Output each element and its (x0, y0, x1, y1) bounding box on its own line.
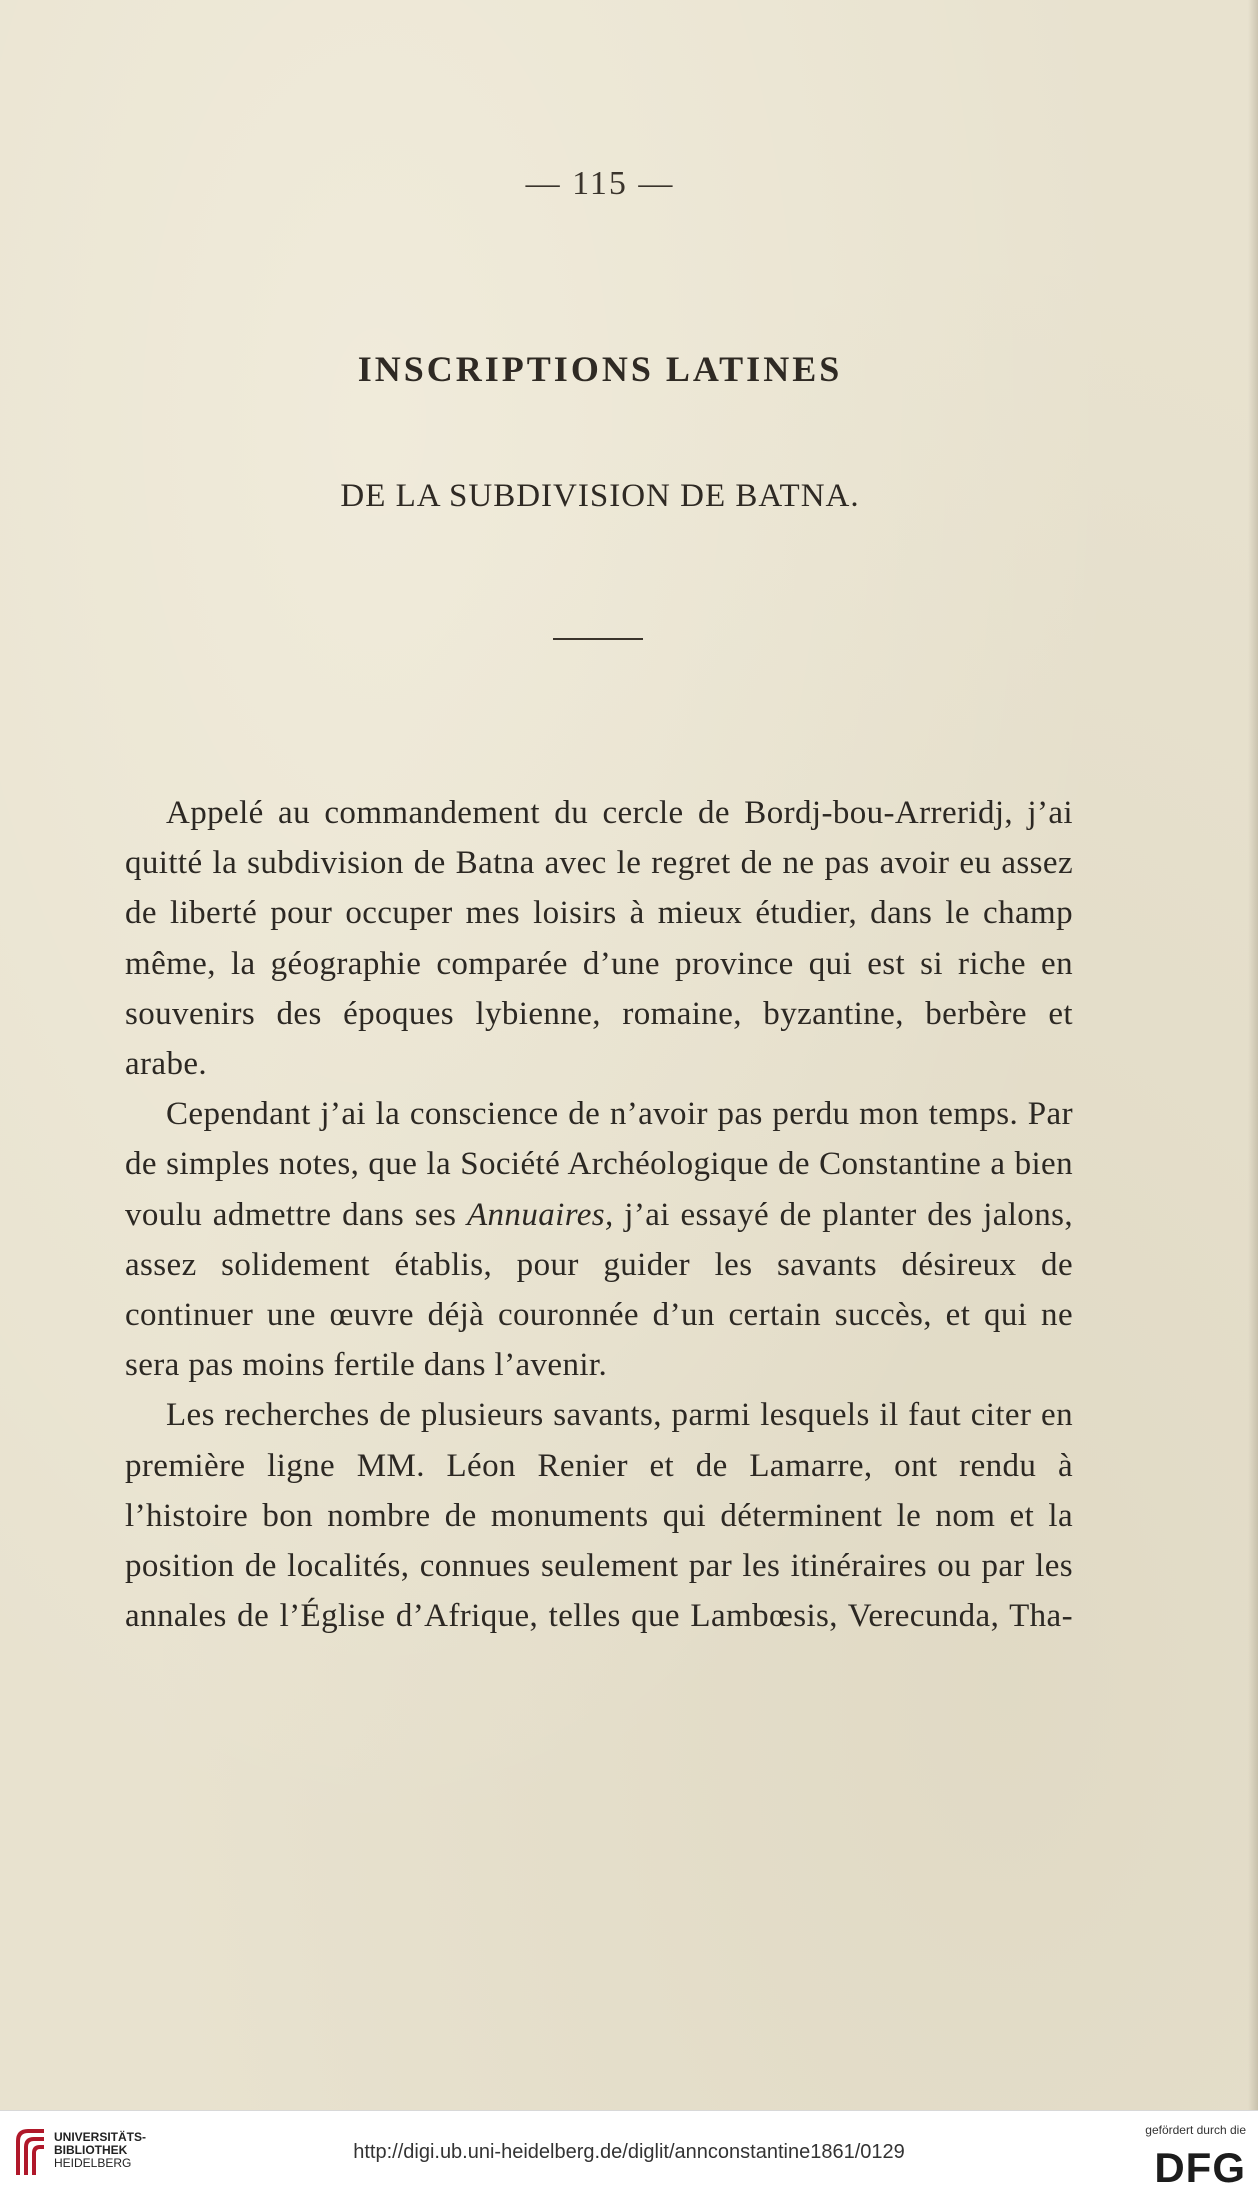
permalink-url[interactable]: http://digi.ub.uni-heidelberg.de/diglit/annconstantine1861/0129 (353, 2141, 905, 2163)
library-name-line-3: HEIDELBERG (54, 2156, 132, 2170)
annuaires-italic: Annuaires, (466, 1196, 614, 1233)
paragraph-2 (125, 1089, 1073, 1390)
paragraph-2-part-1: Cependant j’ai la conscience de n’avoir pas perdu mon temps. Par de simples notes, que la Société Archéologique de Constantine a bien voulu admettre dans ses (125, 1096, 1073, 1233)
funder-caption: gefördert durch die (1145, 2123, 1246, 2137)
footer-bar (0, 2110, 1258, 2202)
title-divider (553, 638, 643, 640)
paragraph-2-part-2: j’ai essayé de planter des jalons, assez solidement établis, pour guider les savants désireux de continuer une œuvre déjà couronnée d’un certain succès, et qui ne sera pas moins fertile dans l’avenir. (125, 1196, 1073, 1384)
library-name-line-1: UNIVERSITÄTS- (54, 2130, 147, 2144)
page-number: — 115 — (525, 165, 675, 202)
page-subtitle: DE LA SUBDIVISION DE BATNA. (340, 478, 860, 514)
paragraph-1: Appelé au commandement du cercle de Bordj-bou-Arreridj, j’ai quitté la subdivision de Batna avec le regret de ne pas avoir eu assez de liberté pour occuper mes loisirs à mieux étudier, dans le champ même, la géographie comparée d’une province qui est si riche en souvenirs des époques lybienne, romaine, byzantine, berbère et arabe. (125, 795, 1073, 1083)
paragraph-3: Les recherches de plusieurs savants, parmi lesquels il faut citer en première ligne MM. Léon Renier et de Lamarre, ont rendu à l’histoire bon nombre de monuments qui déterminent le nom et la position de localités, connues seulement par les itinéraires ou par les annales de l’Église d’Afrique, telles que Lambœsis, Verecunda, Tha- (125, 1397, 1073, 1635)
page-title: INSCRIPTIONS LATINES (357, 349, 843, 389)
body-text (125, 788, 1073, 1641)
library-name-line-2: BIBLIOTHEK (54, 2143, 128, 2157)
dfg-logo: DFG (1154, 2144, 1246, 2191)
